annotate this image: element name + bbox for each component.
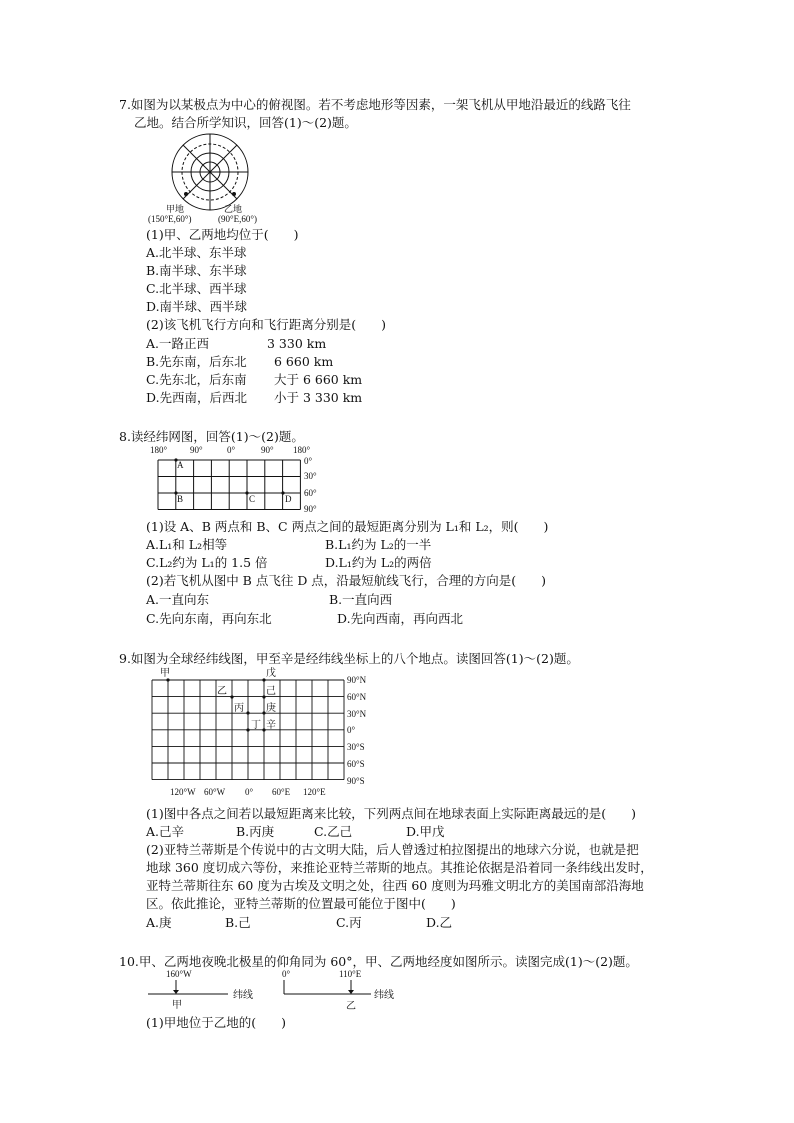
q8-top-label: 90° xyxy=(190,445,203,455)
q9-sub1-question: (1)图中各点之间若以最短距离来比较，下列两点间在地球表面上实际距离最远的是( ) xyxy=(146,806,636,821)
place-wu: 戊 xyxy=(266,668,276,679)
place-yi: 乙 xyxy=(217,686,227,697)
place-geng: 庚 xyxy=(266,703,276,714)
point-c-label: C xyxy=(249,494,256,504)
q10-sub1-question: (1)甲地位于乙地的( ) xyxy=(146,1015,286,1030)
q9-sub2-option-c[interactable]: C.丙 xyxy=(336,915,362,930)
q9-right-label: 0° xyxy=(347,725,356,735)
q9-sub2-option-d[interactable]: D.乙 xyxy=(426,915,453,930)
q8-top-label: 90° xyxy=(261,445,274,455)
q9-sub2-line3: 亚特兰蒂斯往东 60 度为古埃及文明之处，往西 60 度则为玛雅文明北方的美国南部沿海地 xyxy=(146,878,644,893)
place-ding: 丁 xyxy=(251,720,261,731)
q10-lon-jia: 160°W xyxy=(166,969,192,979)
q9-sub2-option-b[interactable]: B.己 xyxy=(225,915,251,930)
q8-sub1-option-a[interactable]: A.L₁和 L₂相等 xyxy=(146,537,228,552)
point-jia xyxy=(184,192,188,196)
q8-sub2-option-c[interactable]: C.先向东南，再向东北 xyxy=(146,611,272,626)
q7-sub2-option-a-distance: 3 330 km xyxy=(267,336,327,351)
q10-latline-label-right: 纬线 xyxy=(374,990,394,1001)
q7-label-yi: 乙地 xyxy=(224,204,243,214)
q9-bottom-label: 120°W xyxy=(170,787,196,797)
place-ding-dot xyxy=(246,728,249,731)
q7-sub2-option-b-distance: 6 660 km xyxy=(274,354,334,369)
q7-sub2-option-c[interactable]: C.先东北，后东南 xyxy=(146,372,247,387)
q7-coord-yi: (90°E,60°) xyxy=(218,214,257,224)
q7-sub1-option-a[interactable]: A.北半球、东半球 xyxy=(146,245,247,260)
place-yi-dot xyxy=(230,695,233,698)
q9-stem: 9.如图为全球经纬线图，甲至辛是经纬线坐标上的八个地点。读图回答(1)～(2)题。 xyxy=(119,651,579,666)
q10-lon-yi: 110°E xyxy=(339,969,362,979)
q7-label-jia: 甲地 xyxy=(166,204,185,214)
q8-sub2-question: (2)若飞机从图中 B 点飞往 D 点，沿最短航线飞行，合理的方向是( ) xyxy=(146,573,547,588)
q7-sub1-option-d[interactable]: D.南半球、西半球 xyxy=(146,299,248,314)
q9-sub2-line2: 地球 360 度切成六等份，来推论亚特兰蒂斯的地点。其推论依据是沿着同一条纬线出发时， xyxy=(146,860,653,875)
point-a-label: A xyxy=(177,460,184,470)
q8-sub1-option-c[interactable]: C.L₂约为 L₁的 1.5 倍 xyxy=(146,555,268,570)
place-bing: 丙 xyxy=(234,703,244,714)
q9-sub1-option-d[interactable]: D.甲戊 xyxy=(406,824,445,839)
q8-top-label: 0° xyxy=(227,445,236,455)
q7-sub1-option-b[interactable]: B.南半球、东半球 xyxy=(146,263,247,278)
place-bing-dot xyxy=(246,711,249,714)
q9-right-label: 60°N xyxy=(347,692,367,702)
q9-bottom-label: 120°E xyxy=(303,787,326,797)
q8-top-label: 180° xyxy=(150,445,168,455)
q7-sub2-option-d[interactable]: D.先西南，后西北 xyxy=(146,390,248,405)
q10-place-yi: 乙 xyxy=(346,1001,356,1012)
q7-coord-jia: (150°E,60°) xyxy=(148,214,192,224)
q8-grid-figure xyxy=(146,444,326,516)
q8-sub1-question: (1)设 A、B 两点和 B、C 两点之间的最短距离分别为 L₁和 L₂，则( ) xyxy=(146,519,549,534)
q9-bottom-label: 60°W xyxy=(204,787,226,797)
q9-right-label: 30°N xyxy=(347,709,367,719)
q8-stem: 8.读经纬网图，回答(1)～(2)题。 xyxy=(119,429,304,444)
q10-longitude-figure xyxy=(146,968,406,1012)
q8-sub2-option-a[interactable]: A.一直向东 xyxy=(146,592,210,607)
q7-sub2-option-a[interactable]: A.一路正西 xyxy=(146,336,210,351)
q9-grid-figure xyxy=(150,668,380,796)
q9-bottom-label: 0° xyxy=(245,787,254,797)
q9-sub1-option-a[interactable]: A.己辛 xyxy=(146,824,185,839)
q9-right-label: 30°S xyxy=(347,742,365,752)
q7-sub2-question: (2)该飞机飞行方向和飞行距离分别是( ) xyxy=(146,317,386,332)
q10-stem: 10.甲、乙两地夜晚北极星的仰角同为 60°，甲、乙两地经度如图所示。读图完成(1)～(2)题。 xyxy=(119,954,638,969)
q7-sub1-question: (1)甲、乙两地均位于( ) xyxy=(146,227,299,242)
q7-stem-line1: 7.如图为以某极点为中心的俯视图。若不考虑地形等因素，一架飞机从甲地沿最近的线路飞往 xyxy=(119,97,631,112)
q7-stem-line2: 乙地。结合所学知识，回答(1)～(2)题。 xyxy=(134,115,357,130)
q9-sub1-option-b[interactable]: B.丙庚 xyxy=(236,824,275,839)
q8-right-label: 0° xyxy=(304,456,313,466)
q9-right-label: 60°S xyxy=(347,759,365,769)
q8-sub2-option-d[interactable]: D.先向西南，再向西北 xyxy=(337,611,464,626)
point-d-label: D xyxy=(285,494,292,504)
point-b-label: B xyxy=(177,494,184,504)
q8-sub1-option-d[interactable]: D.L₁约为 L₂的两倍 xyxy=(325,555,432,570)
q10-latline-label-left: 纬线 xyxy=(233,990,253,1001)
q10-lon-zero: 0° xyxy=(282,969,291,979)
q7-sub1-option-c[interactable]: C.北半球、西半球 xyxy=(146,281,247,296)
q9-right-label: 90°N xyxy=(347,675,367,685)
q8-right-label: 60° xyxy=(304,488,317,498)
q9-sub2-line4: 区。依此推论，亚特兰蒂斯的位置最可能位于图中( ) xyxy=(146,896,456,911)
q9-sub1-option-c[interactable]: C.乙己 xyxy=(314,824,353,839)
q8-right-label: 30° xyxy=(304,471,317,481)
q7-sub2-option-c-distance: 大于 6 660 km xyxy=(274,372,363,387)
place-jia: 甲 xyxy=(160,668,170,679)
q7-sub2-option-d-distance: 小于 3 330 km xyxy=(274,390,363,405)
place-ji: 己 xyxy=(266,686,276,697)
q8-top-label: 180° xyxy=(293,445,311,455)
q9-sub2-line1: (2)亚特兰蒂斯是个传说中的古文明大陆，后人曾透过柏拉图提出的地球六分说，也就是把 xyxy=(146,842,639,857)
q8-right-label: 90° xyxy=(304,504,317,514)
point-yi xyxy=(232,192,236,196)
q8-sub1-option-b[interactable]: B.L₁约为 L₂的一半 xyxy=(325,537,432,552)
q9-sub2-option-a[interactable]: A.庚 xyxy=(146,915,172,930)
q7-sub2-option-b[interactable]: B.先东南，后东北 xyxy=(146,354,247,369)
q9-bottom-label: 60°E xyxy=(272,787,291,797)
place-xin: 辛 xyxy=(266,720,276,731)
q9-right-label: 90°S xyxy=(347,776,365,786)
q10-place-jia: 甲 xyxy=(172,1000,182,1011)
q8-sub2-option-b[interactable]: B.一直向西 xyxy=(329,592,393,607)
